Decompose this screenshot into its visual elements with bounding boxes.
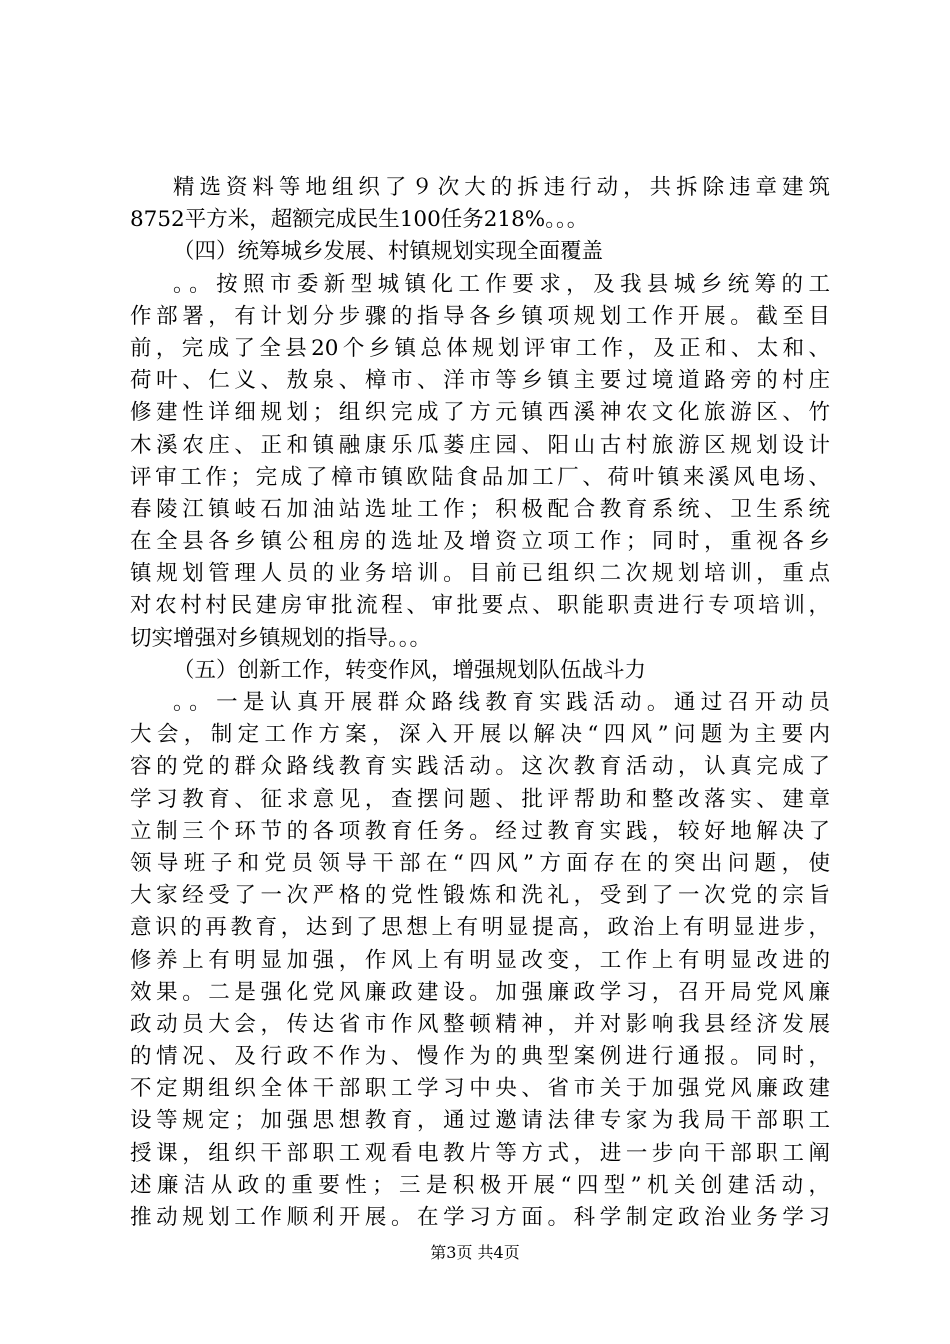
text-line: 精选资料等地组织了９次大的拆违行动，共拆除违章建筑 (173, 175, 830, 200)
text-line: 立制三个环节的各项教育任务。经过教育实践，较好地解决了 (130, 818, 830, 844)
text-line: 学习教育、征求意见，查摆问题、批评帮助和整改落实、建章 (130, 786, 830, 812)
text-line: 。。按照市委新型城镇化工作要求，及我县城乡统筹的工 (173, 271, 830, 297)
text-line: 切实增强对乡镇规划的指导。。。 (130, 625, 432, 651)
text-line: 领导班子和党员领导干部在“四风”方面存在的突出问题，使 (130, 850, 830, 876)
text-line: 大家经受了一次严格的党性锻炼和洗礼，受到了一次党的宗旨 (130, 883, 830, 909)
text-line: 前，完成了全县20个乡镇总体规划评审工作，及正和、太和、 (130, 335, 830, 361)
text-line: 设等规定；加强思想教育，通过邀请法律专家为我局干部职工 (130, 1108, 830, 1134)
text-line: 修建性详细规划；组织完成了方元镇西溪神农文化旅游区、竹 (130, 400, 830, 426)
section-heading: （五）创新工作，转变作风，增强规划队伍战斗力 (173, 657, 647, 683)
text-line: 春陵江镇岐石加油站选址工作；积极配合教育系统、卫生系统 (130, 496, 830, 522)
text-line: 大会，制定工作方案，深入开展以解决“四风”问题为主要内 (130, 722, 830, 748)
text-line: 意识的再教育，达到了思想上有明显提高，政治上有明显进步， (130, 915, 830, 941)
text-line: 对农村村民建房审批流程、审批要点、职能职责进行专项培训， (130, 593, 830, 619)
section-heading: （四）统筹城乡发展、村镇规划实现全面覆盖 (173, 239, 604, 265)
text-line: 。。一是认真开展群众路线教育实践活动。通过召开动员 (173, 690, 830, 715)
text-line: 镇规划管理人员的业务培训。目前已组织二次规划培训，重点 (130, 561, 830, 587)
text-line: 授课，组织干部职工观看电教片等方式，进一步向干部职工阐 (130, 1140, 830, 1166)
text-line: 评审工作；完成了樟市镇欧陆食品加工厂、荷叶镇来溪风电场、 (130, 464, 830, 490)
text-line: 木溪农庄、正和镇融康乐瓜蒌庄园、阳山古村旅游区规划设计 (130, 432, 830, 458)
text-line: 效果。二是强化党风廉政建设。加强廉政学习，召开局党风廉 (130, 979, 830, 1005)
text-line: 述廉洁从政的重要性；三是积极开展“四型”机关创建活动， (130, 1172, 830, 1198)
text-line: 8752平方米，超额完成民生100任务218%。。。 (130, 207, 589, 233)
text-line: 政动员大会，传达省市作风整顿精神，并对影响我县经济发展 (130, 1011, 830, 1037)
text-line: 不定期组织全体干部职工学习中央、省市关于加强党风廉政建 (130, 1076, 830, 1102)
text-line: 修养上有明显加强，作风上有明显改变，工作上有明显改进的 (130, 947, 830, 973)
text-line: 在全县各乡镇公租房的选址及增资立项工作；同时，重视各乡 (130, 529, 830, 555)
page-footer: 第3页 共4页 (430, 1243, 520, 1262)
document-body (130, 172, 830, 1234)
text-line: 作部署，有计划分步骤的指导各乡镇项规划工作开展。截至目 (130, 303, 830, 329)
text-line: 荷叶、仁义、敖泉、樟市、洋市等乡镇主要过境道路旁的村庄 (130, 368, 830, 394)
text-line: 容的党的群众路线教育实践活动。这次教育活动，认真完成了 (130, 754, 830, 780)
text-line: 的情况、及行政不作为、慢作为的典型案例进行通报。同时， (130, 1044, 830, 1070)
text-line: 推动规划工作顺利开展。在学习方面。科学制定政治业务学习 (130, 1205, 830, 1230)
